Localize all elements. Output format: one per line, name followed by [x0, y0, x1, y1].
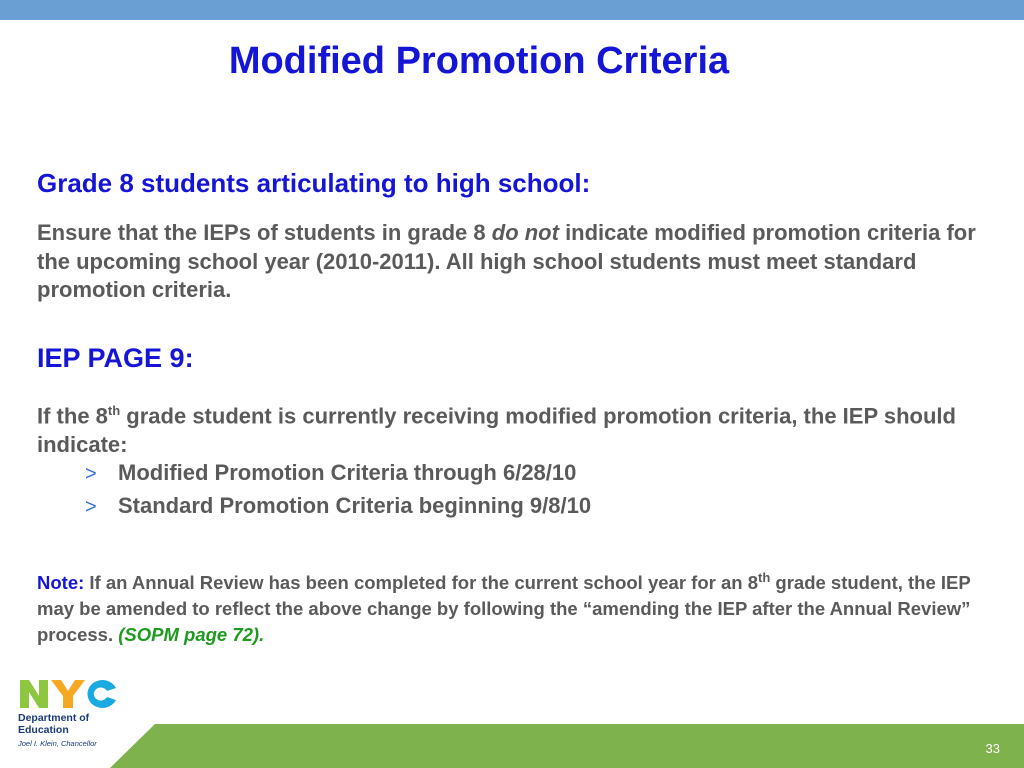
section-heading-iep-page: IEP PAGE 9:	[37, 343, 194, 373]
iep-text-end: grade student is currently receiving modified promotion criteria, the IEP should indicate:	[37, 403, 956, 458]
grade8-text-start: Ensure that the IEPs of students in grade 8	[37, 220, 492, 245]
bottom-accent-bar	[0, 724, 1024, 768]
department-line-1: Department of	[18, 712, 90, 724]
slide-title: Modified Promotion Criteria	[228, 40, 730, 82]
grade8-paragraph	[37, 219, 987, 305]
department-line-2: Education	[18, 724, 69, 736]
top-accent-bar	[0, 0, 1024, 20]
grade8-text-end: indicate modified promotion criteria for the upcoming school year (2010-2011). All high school students must meet standard promotion criteria.	[37, 220, 976, 302]
page-number: 33	[985, 741, 1000, 756]
iep-paragraph	[37, 396, 987, 459]
list-item	[85, 456, 591, 489]
list-item-text: Standard Promotion Criteria beginning 9/8/10	[118, 493, 592, 518]
list-item	[85, 489, 591, 522]
chevron-right-icon: >	[85, 496, 97, 518]
nyc-logo-mark-icon	[18, 676, 122, 710]
indication-list	[85, 456, 591, 522]
do-not-emphasis: do not	[491, 220, 559, 245]
chancellor-name: Joel I. Klein, Chancellor	[18, 739, 97, 748]
note-text-end: grade student, the IEP may be amended to reflect the above change by following the “amending the IEP after the Annual Review” process.	[37, 572, 971, 646]
ordinal-suffix: th	[107, 403, 121, 418]
iep-text-start: If the 8	[37, 403, 108, 429]
section-heading-grade8: Grade 8 students articulating to high school:	[37, 168, 591, 198]
note-text-start: If an Annual Review has been completed for the current school year for an 8	[84, 572, 758, 594]
sopm-reference: (SOPM page 72).	[118, 624, 265, 646]
ordinal-suffix: th	[757, 570, 771, 585]
note-paragraph	[37, 565, 997, 648]
chevron-right-icon: >	[85, 463, 97, 485]
note-label: Note:	[37, 572, 85, 594]
list-item-text: Modified Promotion Criteria through 6/28/10	[118, 460, 577, 485]
